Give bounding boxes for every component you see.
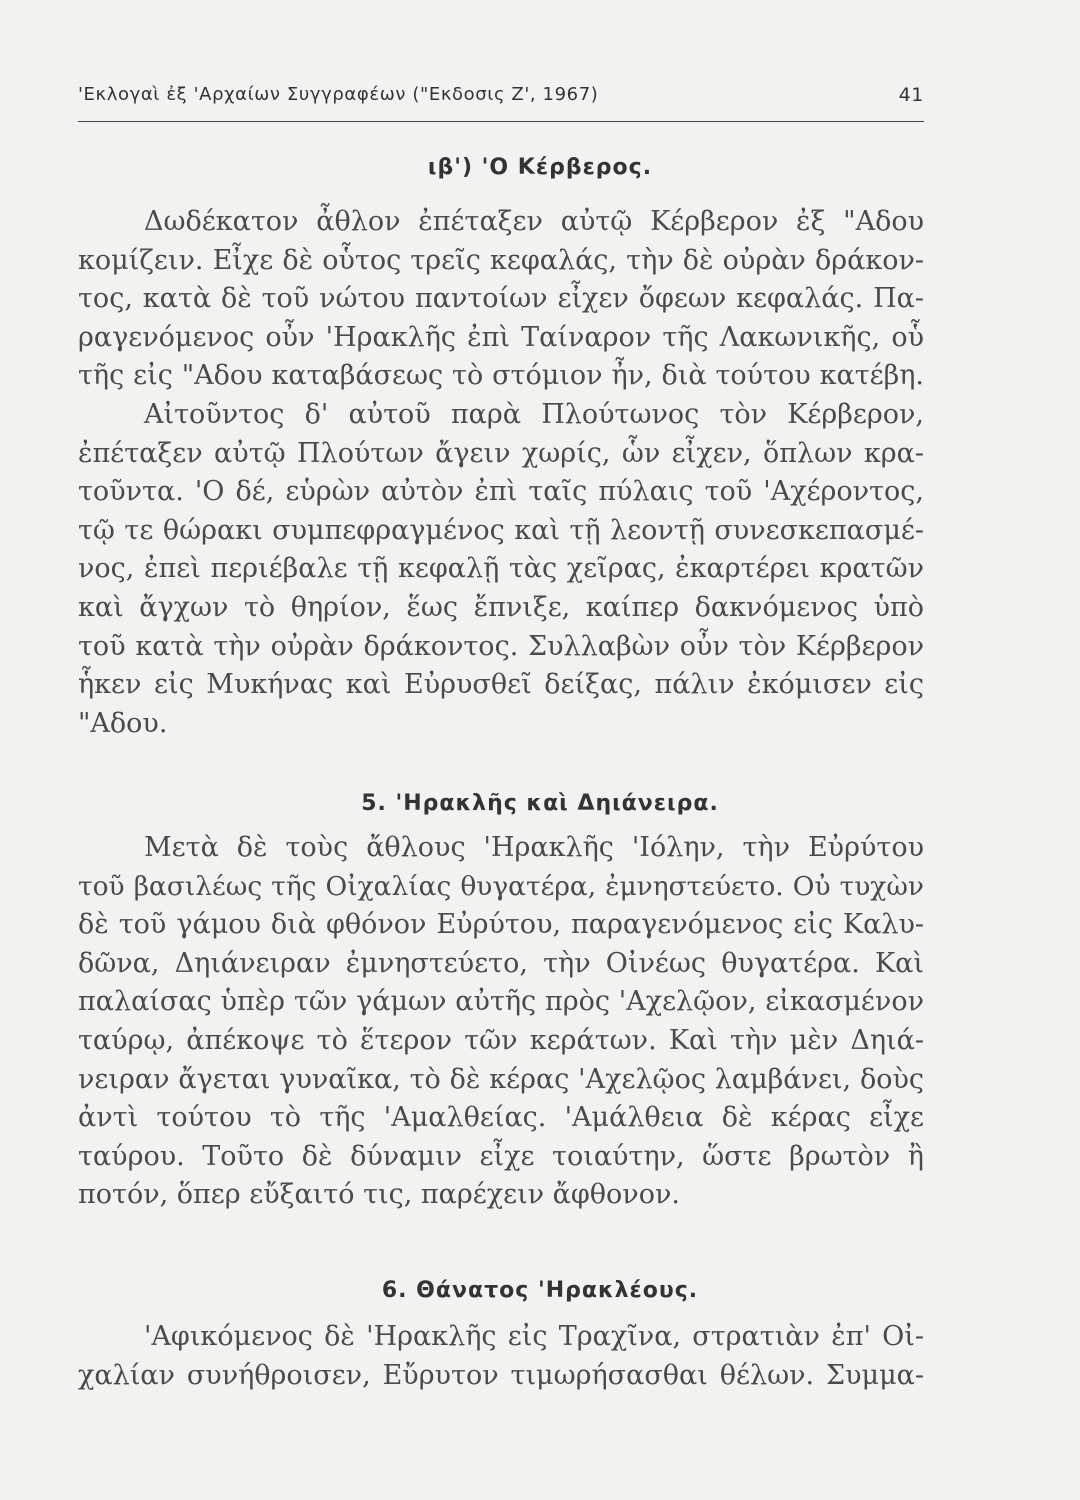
text-line: τῷ τε θώρακι συμπεφραγμένος καὶ τῇ λεοντῇ συνεσκεπασμέ- (78, 514, 924, 546)
text-line: τοῦ κατὰ τὴν οὐρὰν δράκοντος. Συλλαβὼν οὖν τὸν Κέρβερον (78, 630, 924, 662)
text-line: ἧκεν εἰς Μυκήνας καὶ Εὐρυσθεῖ δείξας, πάλιν ἐκόμισεν εἰς (78, 669, 924, 701)
text-line: δὲ τοῦ γάμου διὰ φθόνον Εὐρύτου, παραγενόμενος εἰς Καλυ- (78, 909, 924, 941)
text-line: δῶνα, Δηιάνειραν ἐμνηστεύετο, τὴν Οἰνέως θυγατέρα. Καὶ (78, 947, 924, 979)
header-rule (78, 121, 924, 122)
text-line: ταύρου. Τοῦτο δὲ δύναμιν εἶχε τοιαύτην, ὥστε βρωτὸν ἢ (78, 1140, 924, 1172)
section-body-kerberos (78, 203, 924, 743)
text-line: Αἰτοῦντος δ' αὐτοῦ παρὰ Πλούτωνος τὸν Κέρβερον, (144, 398, 924, 430)
text-line: τοῦ βασιλέως τῆς Οἰχαλίας θυγατέρα, ἐμνηστεύετο. Οὐ τυχὼν (78, 870, 924, 902)
text-line: τῆς εἰς "Αδου καταβάσεως τὸ στόμιον ἦν, διὰ τούτου κατέβη. (78, 360, 924, 392)
section-body-deianeira (78, 829, 924, 1215)
text-line: ποτόν, ὅπερ εὔξαιτό τις, παρέχειν ἄφθονον. (78, 1179, 680, 1211)
text-line: ἐπέταξεν αὐτῷ Πλούτων ἄγειν χωρίς, ὧν εἶχεν, ὅπλων κρα- (78, 437, 924, 469)
text-line: ἀντὶ τούτου τὸ τῆς 'Αμαλθείας. 'Αμάλθεια δὲ κέρας εἶχε (78, 1102, 924, 1134)
section-heading-kerberos: ιβ') 'Ο Κέρβερος. (427, 155, 653, 180)
text-line: χαλίαν συνήθροισεν, Εὔρυτον τιμωρήσασθαι θέλων. Συμμα- (78, 1359, 924, 1391)
text-line: Μετὰ δὲ τοὺς ἄθλους 'Ηρακλῆς 'Ιόλην, τὴν Εὐρύτου (144, 832, 924, 863)
text-line: καὶ ἄγχων τὸ θηρίον, ἕως ἔπνιξε, καίπερ δακνόμενος ὑπὸ (78, 591, 924, 623)
text-line: κομίζειν. Εἶχε δὲ οὗτος τρεῖς κεφαλάς, τὴν δὲ οὐρὰν δράκον- (78, 244, 924, 276)
running-title: 'Εκλογαὶ ἐξ 'Αρχαίων Συγγραφέων ("Εκδοσις Ζ', 1967) (78, 84, 599, 105)
section-heading-deianeira: 5. 'Ηρακλῆς καὶ Δηιάνειρα. (361, 791, 719, 816)
text-line: παλαίσας ὑπὲρ τῶν γάμων αὐτῆς πρὸς 'Αχελῷον, εἰκασμένον (78, 986, 924, 1018)
text-line: Δωδέκατον ἆθλον ἐπέταξεν αὐτῷ Κέρβερον ἐξ "Αδου (144, 206, 924, 237)
text-line: νος, ἐπεὶ περιέβαλε τῇ κεφαλῇ τὰς χεῖρας, ἐκαρτέρει κρατῶν (78, 553, 924, 585)
text-line: ταύρῳ, ἀπέκοψε τὸ ἕτερον τῶν κεράτων. Καὶ τὴν μὲν Δηιά- (78, 1024, 924, 1056)
text-line: ραγενόμενος οὖν 'Ηρακλῆς ἐπὶ Ταίναρον τῆς Λακωνικῆς, οὗ (78, 321, 924, 353)
text-line: τος, κατὰ δὲ τοῦ νώτου παντοίων εἶχεν ὄφεων κεφαλάς. Πα- (78, 283, 924, 315)
text-line: τοῦντα. 'Ο δέ, εὑρὼν αὐτὸν ἐπὶ ταῖς πύλαις τοῦ 'Αχέροντος, (78, 476, 924, 508)
running-head (78, 84, 924, 114)
page-number: 41 (898, 84, 924, 106)
section-body-death-of-herakles (78, 1318, 924, 1395)
text-line: "Αδου. (78, 707, 168, 739)
text-line: 'Αφικόμενος δὲ 'Ηρακλῆς εἰς Τραχῖνα, στρατιὰν ἐπ' Οἰ- (144, 1321, 924, 1352)
section-heading-death-of-herakles: 6. Θάνατος 'Ηρακλέους. (381, 1278, 699, 1303)
text-line: νειραν ἄγεται γυναῖκα, τὸ δὲ κέρας 'Αχελῷος λαμβάνει, δοὺς (78, 1063, 924, 1095)
